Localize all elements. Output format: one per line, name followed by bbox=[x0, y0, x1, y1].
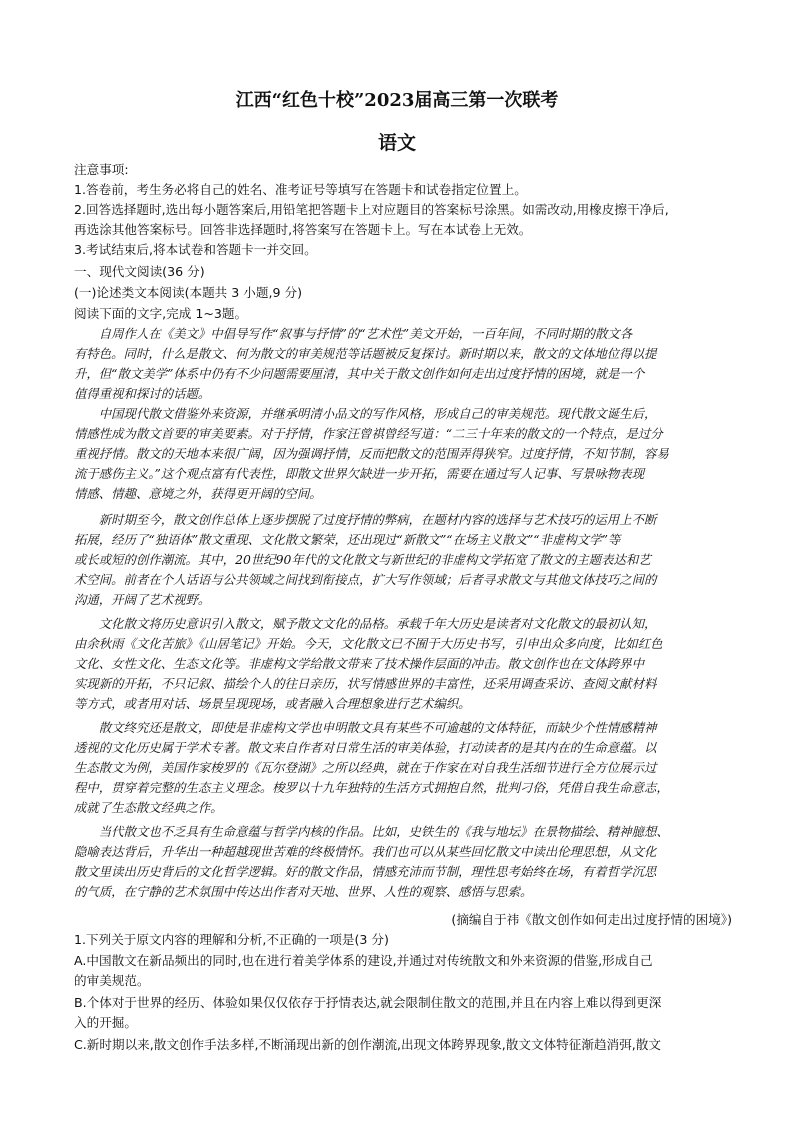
passage-line: 术空间。前者在个人话语与公共领域之间找到衔接点，扩大写作领域；后者寻求散文与其他文体技巧之间的 bbox=[74, 572, 657, 587]
subject-title: 语文 bbox=[377, 132, 416, 154]
passage-line: 生态散文为例，美国作家梭罗的《瓦尔登湖》之所以经典，就在于作家在对自我生活细节进行全方位展示过 bbox=[74, 760, 657, 775]
passage-line: 情感性成为散文首要的审美要素。对于抒情，作家汪曾祺曾经写道：“二三十年来的散文的一个特点，是过分 bbox=[74, 426, 663, 441]
passage-line: 拓展，经历了“独语体”散文重现、文化散文繁荣，还出现过“新散文”“在场主义散文”“非虚构文学”等 bbox=[74, 532, 621, 547]
passage-line: 有特色。同时，什么是散文、何为散文的审美规范等话题被反复探讨。新时期以来，散文的文体地位得以提 bbox=[74, 346, 657, 361]
passage-line: 流于感伤主义。”这个观点富有代表性，即散文世界欠缺进一步开拓，需要在通过写人记事、写景咏物表现 bbox=[74, 466, 645, 481]
passage-line: 由余秋雨《文化苦旅》《山居笔记》开始。今天，文化散文已不囿于大历史书写，引申出众多向度，比如红色 bbox=[74, 636, 663, 651]
passage-line: 散文里读出历史背后的文化哲学逻辑。好的散文作品，情感充沛而节制，理性思考始终在场，有着哲学沉思 bbox=[74, 864, 657, 879]
passage-line: 情感、情趣、意境之外，获得更开阔的空间。 bbox=[74, 486, 322, 501]
option-line: A.中国散文在新品频出的同时,也在进行着美学体系的建设,并通过对传统散文和外来资源的借鉴,形成自己 bbox=[74, 953, 653, 968]
notice-item: 再选涂其他答案标号。回答非选择题时,将答案写在答题卡上。写在本试卷上无效。 bbox=[74, 222, 532, 237]
passage-line: 值得重视和探讨的话题。 bbox=[74, 386, 211, 401]
passage-line: 当代散文也不乏具有生命意蕴与哲学内核的作品。比如，史铁生的《我与地坛》在景物描绘、精神臆想、 bbox=[74, 824, 669, 839]
section-instruction: 阅读下面的文字,完成 1~3题。 bbox=[74, 306, 248, 321]
option-line: C.新时期以来,散文创作手法多样,不断涌现出新的创作潮流,出现文体跨界现象,散文文体特征渐趋消弭,散文 bbox=[74, 1037, 661, 1052]
passage-line: 沟通，开阔了艺术视野。 bbox=[74, 592, 211, 607]
option-line: 入的开掘。 bbox=[74, 1015, 137, 1030]
notice-item: 3.考试结束后,将本试卷和答题卡一并交回。 bbox=[74, 242, 317, 257]
passage-line: 或长或短的创作潮流。其中，20世纪90年代的文化散文与新世纪的非虚构文学拓宽了散文的主题表达和艺 bbox=[74, 552, 651, 567]
passage-line: 程中，贯穿着完整的生态主义理念。梭罗以十九年独特的生活方式拥抱自然，批判刁俗，凭借自我生命意志， bbox=[74, 780, 669, 795]
notice-item: 1.答卷前，考生务必将自己的姓名、准考证号等填写在答题卡和试卷指定位置上。 bbox=[74, 182, 527, 197]
passage-line: 等方式，或者用对话、场景呈现现场，或者融入合理想象进行艺术编织。 bbox=[74, 696, 471, 711]
question-stem: 1.下列关于原文内容的理解和分析,不正确的一项是(3 分) bbox=[74, 932, 389, 947]
passage-line: 的气质，在宁静的艺术氛围中传达出作者对天地、世界、人性的观察、感悟与思索。 bbox=[74, 884, 533, 899]
passage-line: 新时期至今，散文创作总体上逐步摆脱了过度抒情的弊病，在题材内容的选择与艺术技巧的运用上不断 bbox=[74, 512, 657, 527]
passage-line: 重视抒情。散文的天地本来很广阔，因为强调抒情，反而把散文的范围弄得狭窄。过度抒情，不知节制，容易 bbox=[74, 446, 669, 461]
option-line: 的审美规范。 bbox=[74, 973, 150, 988]
passage-line: 散文终究还是散文，即使是非虚构文学也申明散文具有某些不可逾越的文体特征，而缺少个性情感精神 bbox=[74, 720, 657, 735]
passage-line: 成就了生态散文经典之作。 bbox=[74, 800, 223, 815]
section-subtitle: (一)论述类文本阅读(本题共 3 小题,9 分) bbox=[74, 285, 303, 300]
passage-line: 中国现代散文借鉴外来资源，并继承明清小品文的写作风格，形成自己的审美规范。现代散文诞生后， bbox=[74, 406, 657, 421]
passage-line: 文化、女性文化、生态文化等。非虚构文学给散文带来了技术操作层面的冲击。散文创作也在文体跨界中 bbox=[74, 656, 644, 671]
notice-heading: 注意事项: bbox=[74, 162, 129, 177]
notice-item: 2.回答选择题时,选出每小题答案后,用铅笔把答题卡上对应题目的答案标号涂黑。如需改动,用橡皮擦干净后, bbox=[74, 202, 669, 217]
passage-source: (摘编自于祎《散文创作如何走出过度抒情的困境》) bbox=[451, 912, 732, 927]
option-line: B.个体对于世界的经历、体验如果仅仅依存于抒情表达,就会限制住散文的范围,并且在内容上难以得到更深 bbox=[74, 995, 662, 1010]
passage-line: 文化散文将历史意识引入散文，赋予散文文化的品格。承载千年大历史是读者对文化散文的最初认知， bbox=[74, 616, 657, 631]
exam-title: 江西“红色十校”2023届高三第一次联考 bbox=[235, 90, 559, 111]
passage-line: 实现新的开拓，不只记叙、描绘个人的往日亲历，状写情感世界的丰富性，还采用调查采访、查阅文献材料 bbox=[74, 676, 657, 691]
passage-line: 隐喻表达背后，升华出一种超越现世苦难的终极情怀。我们也可以从某些回忆散文中读出伦理思想，从文化 bbox=[74, 844, 657, 859]
passage-line: 升，但“散文美学”体系中仍有不少问题需要厘清，其中关于散文创作如何走出过度抒情的困境，就是一个 bbox=[74, 366, 645, 381]
section-title: 一、现代文阅读(36 分) bbox=[74, 264, 205, 279]
passage-line: 自周作人在《美文》中倡导写作“叙事与抒情”的“艺术性”美文开始，一百年间，不同时期的散文各 bbox=[74, 326, 633, 341]
passage-line: 透视的文化历史属于学术专著。散文来自作者对日常生活的审美体验，打动读者的是其内在的生命意蕴。以 bbox=[74, 740, 657, 755]
